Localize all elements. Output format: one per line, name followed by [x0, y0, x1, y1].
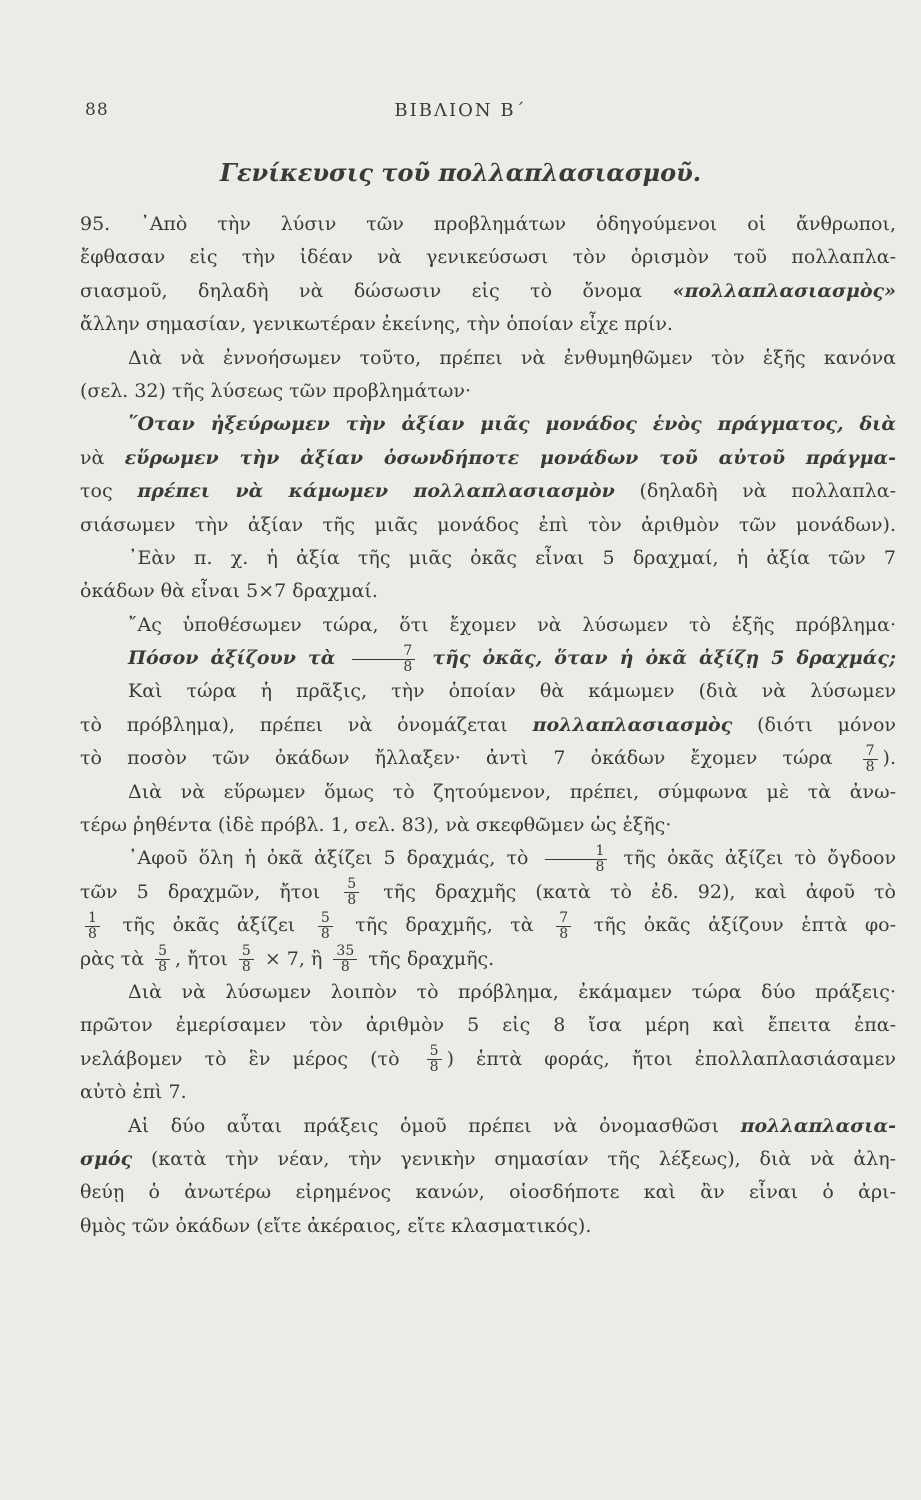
text-line [80, 1043, 896, 1076]
text-span: αὐτὸ ἐπὶ 7. [80, 1081, 187, 1104]
text-line [80, 1110, 896, 1143]
fraction [863, 744, 878, 775]
text-span: τῆς δραχμῆς, τὰ [337, 914, 552, 937]
text-line [80, 1210, 896, 1243]
text-line [80, 642, 896, 675]
text-line [80, 943, 896, 976]
text-span: Διὰ νὰ ἐννοήσωμεν τοῦτο, πρέπει νὰ ἐνθυμηθῶμεν τὸν ἑξῆς κανόνα [128, 346, 896, 369]
text-line [80, 208, 896, 241]
fraction-numerator: 7 [863, 744, 878, 760]
text-line [80, 241, 896, 274]
fraction-numerator: 1 [85, 911, 100, 927]
fraction-numerator: 35 [333, 944, 357, 960]
text-line [80, 442, 896, 475]
text-line [80, 876, 896, 909]
fraction-denominator: 8 [403, 658, 413, 675]
fraction-denominator: 8 [320, 925, 330, 942]
text-line [80, 1143, 896, 1176]
text-span: ᾿Εὰν π. χ. ἡ ἀξία τῆς μιᾶς ὀκᾶς εἶναι 5 δραχμαί, ἡ ἀξία τῶν 7 [128, 546, 896, 569]
text-span: (σελ. 32) τῆς λύσεως τῶν προβλημάτων· [80, 379, 472, 402]
text-line [80, 675, 896, 708]
section-title: Γενίκευσις τοῦ πολλαπλασιασμοῦ. [219, 158, 702, 187]
text-line [80, 509, 896, 542]
text-span: Διὰ νὰ λύσωμεν λοιπὸν τὸ πρόβλημα, ἐκάμαμεν τώρα δύο πράξεις· [128, 980, 896, 1003]
text-line [80, 542, 896, 575]
text-span: Αἱ δύο αὗται πράξεις ὁμοῦ πρέπει νὰ ὀνομασθῶσι [128, 1114, 741, 1137]
emphasis-text: πρέπει νὰ κάμωμεν πολλαπλασιασμὸν [137, 480, 615, 503]
text-line [80, 976, 896, 1009]
fraction-numerator: 7 [352, 644, 415, 660]
text-span: τέρω ῥηθέντα (ἰδὲ πρόβλ. 1, σελ. 83), νὰ σκεφθῶμεν ὡς ἑξῆς· [80, 814, 672, 837]
text-line [80, 809, 896, 842]
fraction [545, 844, 608, 875]
text-line [80, 709, 896, 742]
body-text [80, 208, 896, 1243]
text-span: ὀκάδων θὰ εἶναι 5×7 δραχμαί. [80, 580, 378, 603]
text-line [80, 1009, 896, 1042]
fraction [427, 1044, 442, 1075]
text-span: τῆς ὀκᾶς ἀξίζει [104, 914, 313, 937]
text-line [80, 842, 896, 875]
text-span: Καὶ τώρα ἡ πρᾶξις, τὴν ὁποίαν θὰ κάμωμεν (διὰ νὰ λύσωμεν [128, 680, 896, 703]
emphasis-text: Πόσον ἀξίζουν τὰ [128, 647, 348, 670]
fraction-denominator: 8 [347, 892, 357, 909]
text-line [80, 475, 896, 508]
text-span: τὸ πρόβλημα), πρέπει νὰ ὀνομάζεται [80, 713, 533, 736]
fraction [344, 877, 359, 908]
text-span: τὸ ποσὸν τῶν ὀκάδων ἤλλαξεν· ἀντὶ 7 ὀκάδων ἔχομεν τώρα [80, 747, 858, 770]
fraction-denominator: 8 [429, 1059, 439, 1076]
text-span: σιασμοῦ, δηλαδὴ νὰ δώσωσιν εἰς τὸ ὄνομα [80, 279, 673, 302]
text-span: ῎Ας ὑποθέσωμεν τώρα, ὅτι ἔχομεν νὰ λύσωμεν τὸ ἑξῆς πρόβλημα· [128, 613, 896, 636]
text-span: ). [882, 747, 896, 770]
fraction-denominator: 8 [865, 758, 875, 775]
fraction-numerator: 5 [344, 877, 359, 893]
text-span: ἄλλην σημασίαν, γενικωτέραν ἐκείνης, τὴν ὁποίαν εἶχε πρίν. [80, 313, 673, 336]
emphasis-text: σμός [80, 1147, 133, 1170]
text-span: νελάβομεν τὸ ἓν μέρος (τὸ [80, 1047, 422, 1070]
fraction-numerator: 5 [427, 1044, 442, 1060]
text-span: (κατὰ τὴν νέαν, τὴν γενικὴν σημασίαν τῆς λέξεως), διὰ νὰ ἀλη- [132, 1147, 896, 1170]
text-span: τῶν 5 δραχμῶν, ἤτοι [80, 880, 340, 903]
text-span: σιάσωμεν τὴν ἀξίαν τῆς μιᾶς μονάδος ἐπὶ τὸν ἀριθμὸν τῶν μονάδων). [80, 513, 896, 536]
emphasis-text: πολλαπλασιασμὸς [532, 713, 733, 736]
text-line [80, 909, 896, 942]
text-line [80, 308, 896, 341]
page-number: 88 [85, 100, 109, 120]
fraction-numerator: 1 [545, 844, 608, 860]
text-span: τῆς δραχμῆς. [362, 947, 495, 970]
fraction [155, 944, 170, 975]
text-span: τῆς δραχμῆς (κατὰ τὸ ἐδ. 92), καὶ ἀφοῦ τὸ [364, 880, 896, 903]
fraction-denominator: 8 [595, 858, 605, 875]
text-line [80, 375, 896, 408]
text-line [80, 342, 896, 375]
text-span: × 7, ἢ [258, 947, 329, 970]
emphasis-text: τῆς ὀκᾶς, ὅταν ἡ ὀκᾶ ἀξίζῃ 5 δραχμάς; [420, 647, 896, 670]
text-span: τος [80, 480, 138, 503]
fraction [239, 944, 254, 975]
fraction-numerator: 5 [318, 911, 333, 927]
text-line [80, 776, 896, 809]
text-span: ) ἑπτὰ φοράς, ἤτοι ἐπολλαπλασιάσαμεν [446, 1047, 896, 1070]
text-span: (δηλαδὴ νὰ πολλαπλα- [614, 480, 896, 503]
text-span: ρὰς τὰ [80, 947, 151, 970]
text-line [80, 275, 896, 308]
fraction [318, 911, 333, 942]
fraction [556, 911, 571, 942]
page-header [0, 100, 921, 130]
fraction-denominator: 8 [559, 925, 569, 942]
emphasis-text: πολλαπλασια- [740, 1114, 896, 1137]
text-span: πρῶτον ἐμερίσαμεν τὸν ἀριθμὸν 5 εἰς 8 ἴσα μέρη καὶ ἔπειτα ἐπα- [80, 1014, 896, 1037]
text-span: θμὸς τῶν ὀκάδων (εἴτε ἀκέραιος, εἴτε κλασματικός). [80, 1214, 592, 1237]
text-span: (διότι μόνον [732, 713, 896, 736]
text-span: τῆς ὀκᾶς ἀξίζουν ἑπτὰ φο- [576, 914, 896, 937]
fraction [333, 944, 357, 975]
text-line [80, 1076, 896, 1109]
emphasis-text: ῞Οταν ἠξεύρωμεν τὴν ἀξίαν μιᾶς μονάδος ἑνὸς πράγματος, διὰ [128, 413, 896, 436]
text-span: νὰ [80, 446, 125, 469]
text-span: 95. ᾿Απὸ τὴν λύσιν τῶν προβλημάτων ὁδηγούμενοι οἱ ἄνθρωποι, [80, 213, 896, 235]
fraction-denominator: 8 [88, 925, 97, 942]
fraction-denominator: 8 [158, 959, 167, 976]
emphasis-text: «πολλαπλασιασμὸς» [672, 279, 896, 302]
fraction-numerator: 5 [155, 944, 170, 960]
text-span: θεύῃ ὁ ἀνωτέρω εἰρημένος κανών, οἱοσδήποτε καὶ ἂν εἶναι ὁ ἀρι- [80, 1181, 896, 1204]
fraction-denominator: 8 [340, 959, 350, 976]
text-span: τῆς ὀκᾶς ἀξίζει τὸ ὄγδοον [612, 847, 896, 870]
running-head: ΒΙΒΛΙΟΝ Β΄ [394, 100, 527, 121]
emphasis-text: εὕρωμεν τὴν ἀξίαν ὁσωνδήποτε μονάδων τοῦ αὐτοῦ πράγμα- [124, 446, 896, 469]
text-line [80, 609, 896, 642]
fraction [85, 911, 100, 942]
fraction [352, 644, 415, 675]
text-line [80, 1176, 896, 1209]
fraction-denominator: 8 [241, 959, 251, 976]
text-span: Διὰ νὰ εὕρωμεν ὅμως τὸ ζητούμενον, πρέπει, σύμφωνα μὲ τὰ ἀνω- [128, 780, 896, 803]
text-line [80, 742, 896, 775]
text-line [80, 408, 896, 441]
fraction-numerator: 5 [239, 944, 254, 960]
text-span: ᾿Αφοῦ ὅλη ἡ ὀκᾶ ἀξίζει 5 δραχμάς, τὸ [128, 847, 540, 870]
text-span: ἔφθασαν εἰς τὴν ἰδέαν νὰ γενικεύσωσι τὸν ὁρισμὸν τοῦ πολλαπλα- [80, 246, 896, 269]
text-line [80, 575, 896, 608]
text-span: , ἤτοι [174, 947, 234, 970]
fraction-numerator: 7 [556, 911, 571, 927]
